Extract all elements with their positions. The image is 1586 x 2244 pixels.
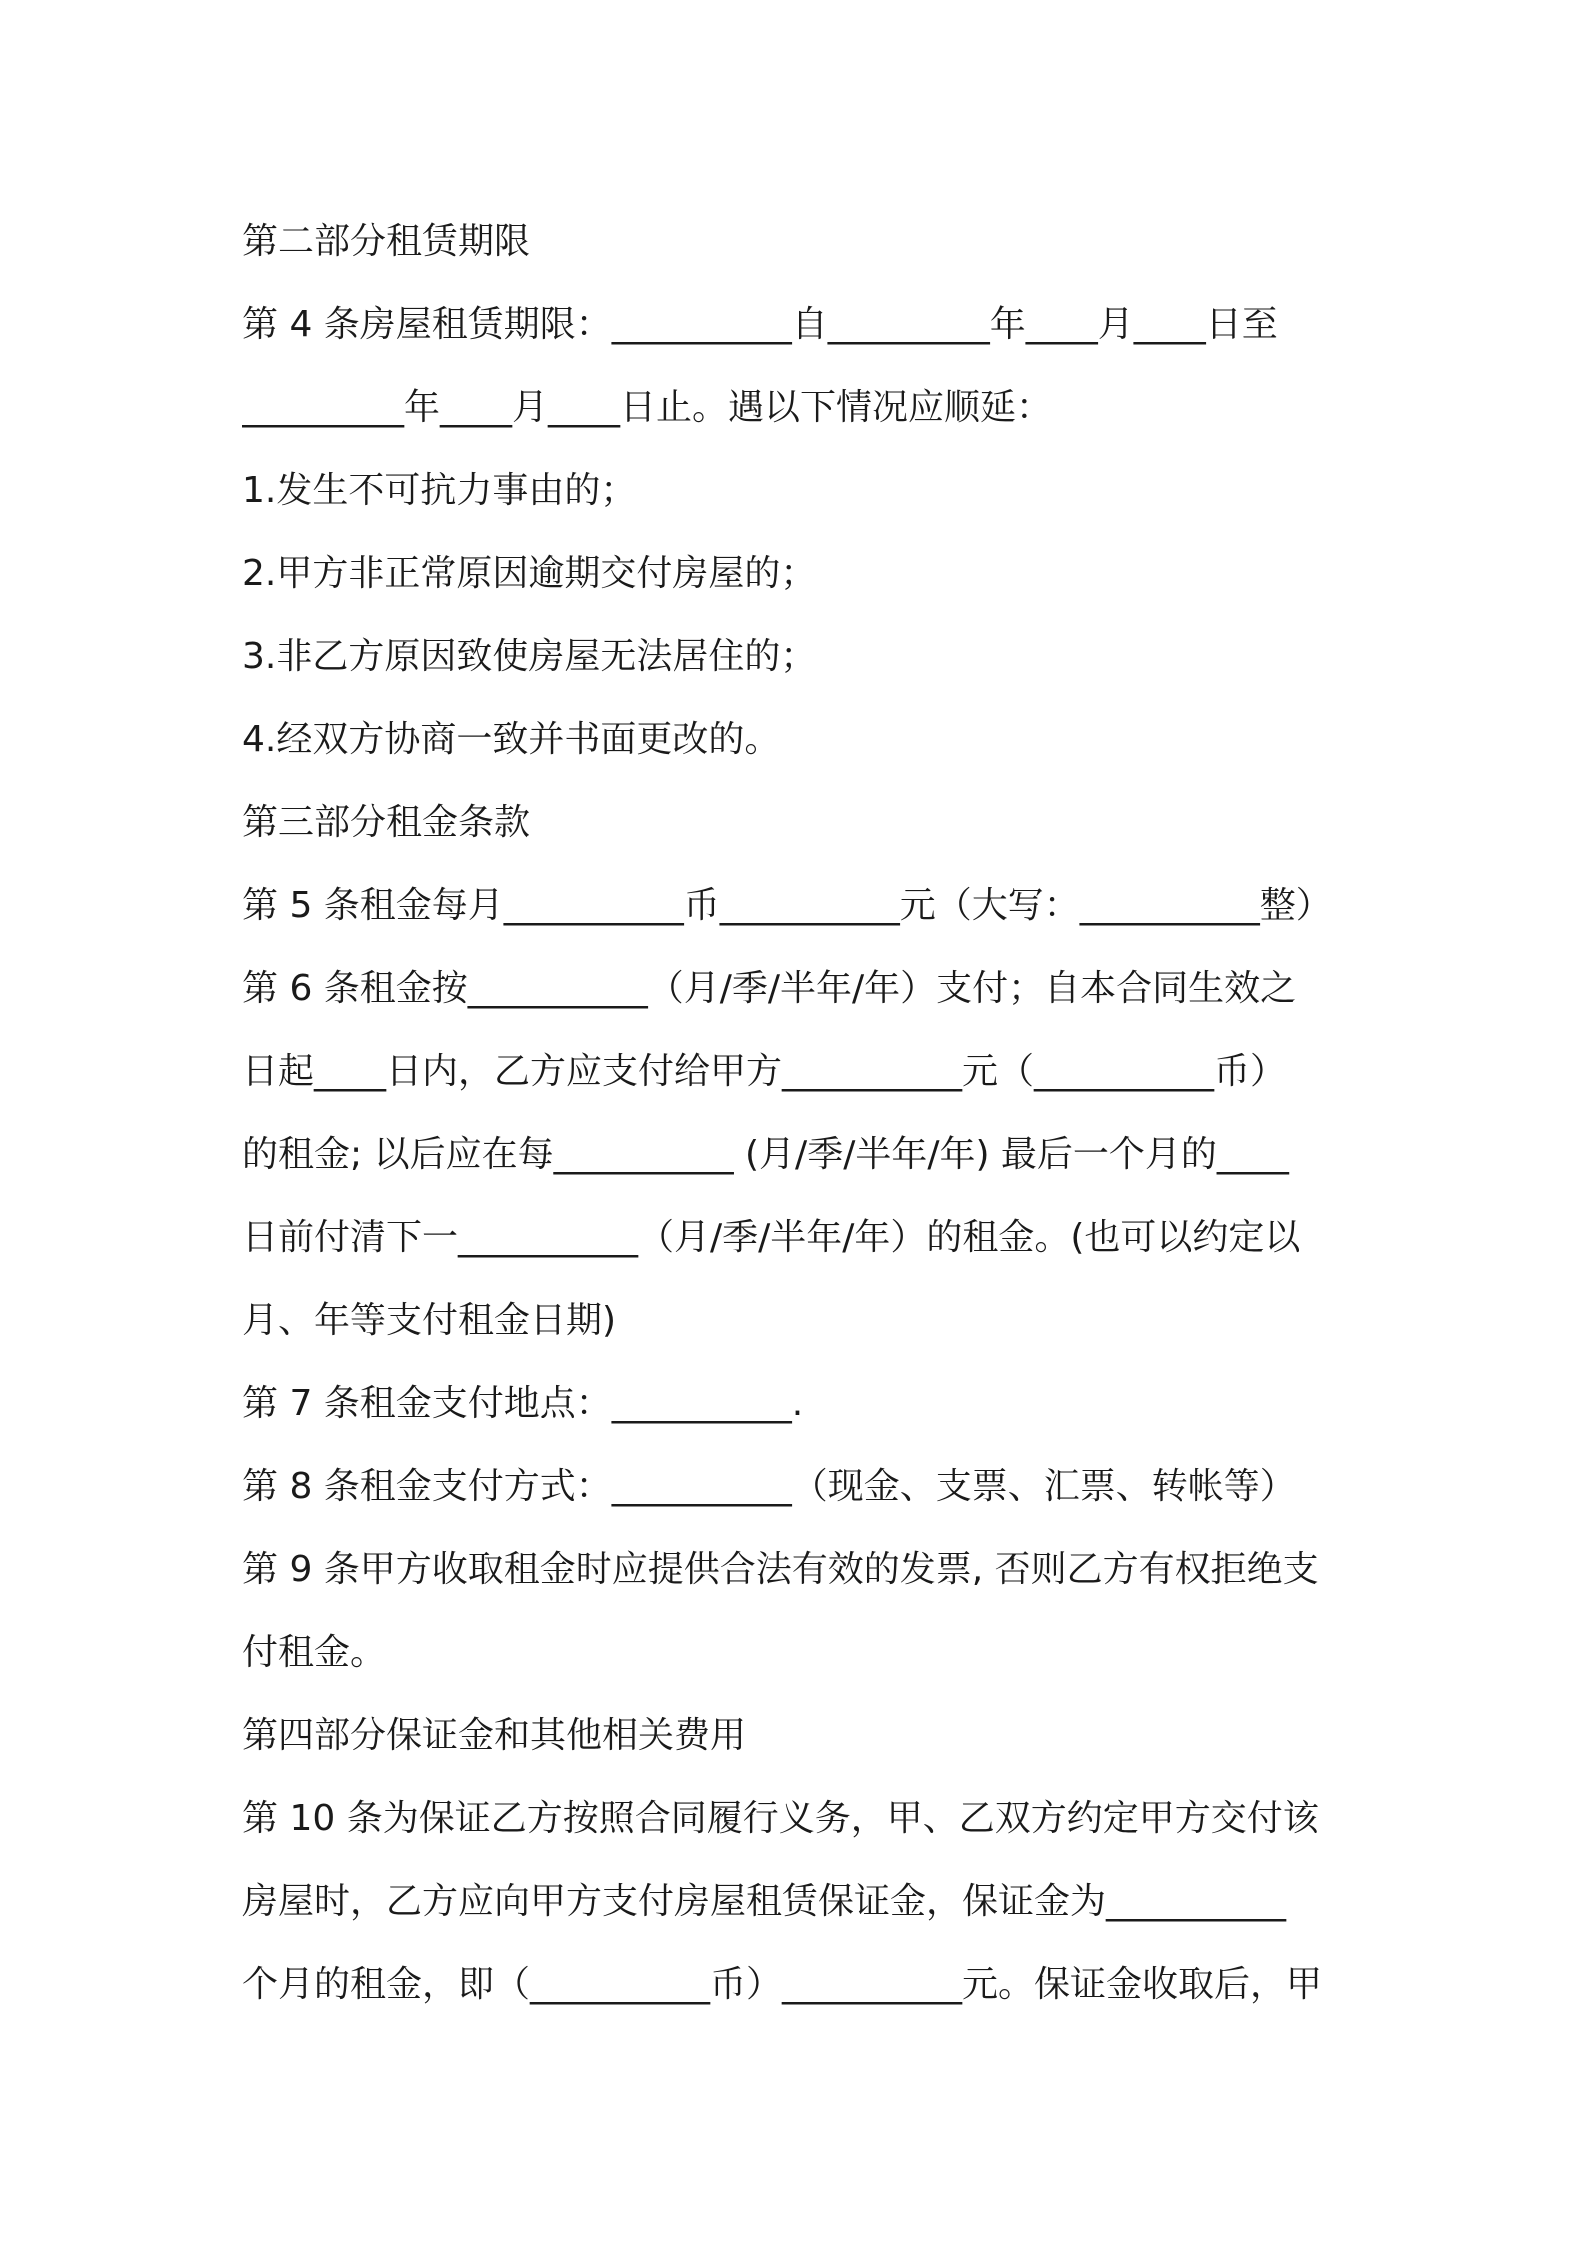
document-body <box>242 200 1357 2026</box>
article-4-line-2: _________年____月____日止。遇以下情况应顺延： <box>242 387 1053 428</box>
article-8-line-1: 第 8 条租金支付方式：__________（现金、支票、汇票、转帐等） <box>242 1466 1296 1507</box>
article-4-line-1: 第 4 条房屋租赁期限：__________自_________年____月____日至 <box>242 304 1278 345</box>
article-6-line-3: 的租金; 以后应在每__________ (月/季/半年/年) 最后一个月的____ <box>242 1134 1289 1175</box>
article-7-line-1: 第 7 条租金支付地点：__________. <box>242 1383 804 1424</box>
article-9-line-2: 付租金。 <box>242 1632 387 1673</box>
article-10-line-1: 第 10 条为保证乙方按照合同履行义务，甲、乙双方约定甲方交付该 <box>242 1798 1319 1839</box>
article-6-line-4: 日前付清下一__________（月/季/半年/年）的租金。(也可以约定以 <box>242 1217 1301 1258</box>
article-6-line-1: 第 6 条租金按__________（月/季/半年/年）支付；自本合同生效之 <box>242 968 1297 1009</box>
list-item-1: 1.发生不可抗力事由的； <box>242 470 637 511</box>
article-10-line-2: 房屋时，乙方应向甲方支付房屋租赁保证金，保证金为__________ <box>242 1881 1287 1922</box>
list-item-2: 2.甲方非正常原因逾期交付房屋的； <box>242 553 817 594</box>
article-5-line-1: 第 5 条租金每月__________币__________元（大写：__________整） <box>242 885 1332 926</box>
list-item-3: 3.非乙方原因致使房屋无法居住的； <box>242 636 817 677</box>
article-6-line-2: 日起____日内，乙方应支付给甲方__________元（__________币） <box>242 1051 1287 1092</box>
article-6-line-5: 月、年等支付租金日期) <box>242 1300 617 1341</box>
article-10-line-3: 个月的租金，即（__________币）__________元。保证金收取后，甲 <box>242 1964 1323 2005</box>
section-3-heading: 第三部分租金条款 <box>242 802 531 843</box>
article-9-line-1: 第 9 条甲方收取租金时应提供合法有效的发票, 否则乙方有权拒绝支 <box>242 1549 1319 1590</box>
section-4-heading: 第四部分保证金和其他相关费用 <box>242 1715 747 1756</box>
section-2-heading: 第二部分租赁期限 <box>242 221 531 262</box>
list-item-4: 4.经双方协商一致并书面更改的。 <box>242 719 781 760</box>
